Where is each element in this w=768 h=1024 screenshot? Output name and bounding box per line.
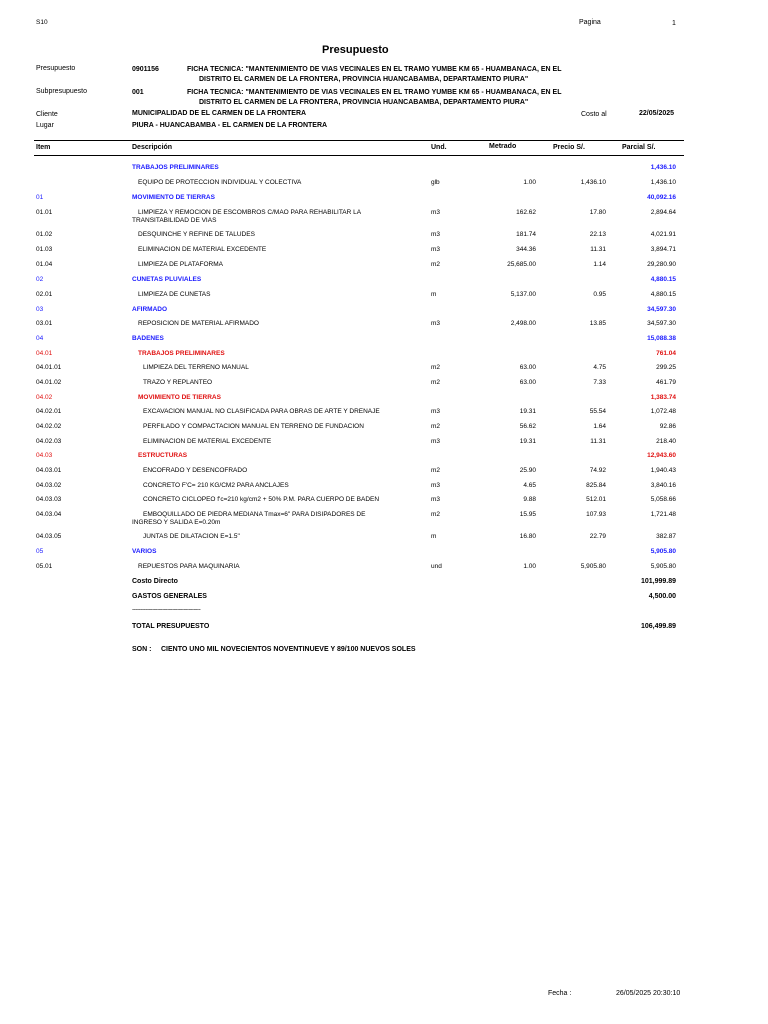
row-description: ELIMINACION DE MATERIAL EXCEDENTE xyxy=(143,438,272,445)
fecha-value: 26/05/2025 20:30:10 xyxy=(616,990,681,997)
lugar-label: Lugar xyxy=(36,122,54,129)
row-unit: m2 xyxy=(431,423,441,430)
row-parcial: 3,894.71 xyxy=(650,246,676,253)
gastos-generales-label: GASTOS GENERALES xyxy=(132,593,207,600)
row-precio: 1.14 xyxy=(593,261,606,268)
row-unit: m2 xyxy=(431,261,441,268)
row-precio: 107.93 xyxy=(586,511,606,518)
row-description: EQUIPO DE PROTECCION INDIVIDUAL Y COLECTIVA xyxy=(138,179,302,186)
row-parcial: 5,905.80 xyxy=(650,548,676,555)
row-description: CUNETAS PLUVIALES xyxy=(132,276,202,283)
row-parcial: 3,840.16 xyxy=(650,482,676,489)
row-parcial: 1,436.10 xyxy=(650,164,676,171)
row-unit: m3 xyxy=(431,246,441,253)
header-bottom-rule xyxy=(34,155,684,156)
row-description: AFIRMADO xyxy=(132,306,168,313)
row-item: 01.04 xyxy=(36,261,53,268)
row-precio: 22.79 xyxy=(589,533,606,540)
row-precio: 11.31 xyxy=(590,438,606,445)
row-unit: m3 xyxy=(431,496,441,503)
report-code: S10 xyxy=(36,19,48,26)
row-description: MOVIMIENTO DE TIERRAS xyxy=(138,394,221,401)
row-parcial: 29,280.90 xyxy=(647,261,676,268)
row-description-continued: INGRESO Y SALIDA E=0.20m xyxy=(132,519,221,526)
row-unit: glb xyxy=(431,179,440,186)
row-unit: m2 xyxy=(431,364,441,371)
row-description: JUNTAS DE DILATACION E=1.5" xyxy=(143,533,240,540)
row-description: CONCRETO F'C= 210 KG/CM2 PARA ANCLAJES xyxy=(143,482,289,489)
row-parcial: 1,721.48 xyxy=(650,511,676,518)
col-precio: Precio S/. xyxy=(553,144,585,151)
row-parcial: 4,880.15 xyxy=(650,291,676,298)
page-number: 1 xyxy=(672,20,676,27)
presupuesto-label: Presupuesto xyxy=(36,65,76,72)
row-unit: m3 xyxy=(431,231,441,238)
row-description: LIMPIEZA Y REMOCION DE ESCOMBROS C/MAO PARA REHABILITAR LA xyxy=(138,209,362,216)
row-item: 03 xyxy=(36,306,44,313)
row-item: 04.01.01 xyxy=(36,364,62,371)
row-parcial: 1,383.74 xyxy=(650,394,676,401)
row-precio: 825.84 xyxy=(586,482,606,489)
row-parcial: 5,905.80 xyxy=(650,563,676,570)
row-metrado: 2,498.00 xyxy=(510,320,536,327)
row-metrado: 19.31 xyxy=(519,408,536,415)
row-item: 04.02 xyxy=(36,394,53,401)
gastos-generales-value: 4,500.00 xyxy=(648,593,676,600)
row-item: 04 xyxy=(36,335,44,342)
row-description: DESQUINCHE Y REFINE DE TALUDES xyxy=(138,231,255,238)
row-item: 05.01 xyxy=(36,563,53,570)
row-unit: m2 xyxy=(431,467,441,474)
row-metrado: 25.90 xyxy=(519,467,536,474)
row-parcial: 382.87 xyxy=(656,533,676,540)
row-metrado: 1.00 xyxy=(523,179,536,186)
row-item: 04.02.02 xyxy=(36,423,62,430)
row-metrado: 5,137.00 xyxy=(510,291,536,298)
row-metrado: 63.00 xyxy=(519,379,536,386)
row-item: 04.03.02 xyxy=(36,482,62,489)
row-item: 04.01.02 xyxy=(36,379,62,386)
row-description: ELIMINACION DE MATERIAL EXCEDENTE xyxy=(138,246,267,253)
total-presupuesto-value: 106,499.89 xyxy=(640,623,676,630)
row-item: 04.03.05 xyxy=(36,533,62,540)
total-presupuesto-label: TOTAL PRESUPUESTO xyxy=(132,623,210,630)
row-metrado: 1.00 xyxy=(523,563,536,570)
row-metrado: 16.80 xyxy=(519,533,536,540)
row-item: 04.03 xyxy=(36,452,53,459)
row-precio: 512.01 xyxy=(586,496,606,503)
row-precio: 1,436.10 xyxy=(580,179,606,186)
row-parcial: 15,088.38 xyxy=(647,335,676,342)
row-description: VARIOS xyxy=(132,548,157,555)
row-item: 04.02.01 xyxy=(36,408,62,415)
costo-al-label: Costo al xyxy=(581,111,607,118)
costo-directo-label: Costo Directo xyxy=(132,578,178,585)
row-description: TRABAJOS PRELIMINARES xyxy=(132,164,219,171)
row-unit: m3 xyxy=(431,320,441,327)
son-label: SON : xyxy=(132,646,152,653)
row-description: REPOSICION DE MATERIAL AFIRMADO xyxy=(138,320,259,327)
row-item: 01 xyxy=(36,194,44,201)
row-metrado: 25,685.00 xyxy=(507,261,536,268)
row-parcial: 34,597.30 xyxy=(647,306,676,313)
cliente-label: Cliente xyxy=(36,111,58,118)
subpresupuesto-desc-2: DISTRITO EL CARMEN DE LA FRONTERA, PROVINCIA HUANCABAMBA, DEPARTAMENTO PIURA" xyxy=(199,99,529,106)
col-item: Item xyxy=(36,144,51,151)
row-parcial: 461.79 xyxy=(656,379,676,386)
row-parcial: 761.04 xyxy=(656,350,676,357)
row-description: EMBOQUILLADO DE PIEDRA MEDIANA Tmax=6" PARA DISIPADORES DE xyxy=(143,511,366,518)
row-description: BADENES xyxy=(132,335,164,342)
row-unit: m xyxy=(431,533,437,540)
row-metrado: 15.95 xyxy=(519,511,536,518)
row-unit: m2 xyxy=(431,379,441,386)
son-text: CIENTO UNO MIL NOVECIENTOS NOVENTINUEVE Y 89/100 NUEVOS SOLES xyxy=(161,646,416,653)
row-unit: m3 xyxy=(431,408,441,415)
row-metrado: 4.65 xyxy=(523,482,536,489)
row-description: LIMPIEZA DEL TERRENO MANUAL xyxy=(143,364,249,371)
row-description: TRABAJOS PRELIMINARES xyxy=(138,350,225,357)
col-parcial: Parcial S/. xyxy=(622,144,656,151)
row-metrado: 344.36 xyxy=(516,246,536,253)
row-unit: m3 xyxy=(431,209,441,216)
row-precio: 22.13 xyxy=(589,231,606,238)
col-metrado: Metrado xyxy=(489,143,517,150)
row-parcial: 34,597.30 xyxy=(647,320,676,327)
row-parcial: 92.86 xyxy=(659,423,676,430)
row-item: 02.01 xyxy=(36,291,53,298)
cliente-value: MUNICIPALIDAD DE EL CARMEN DE LA FRONTERA xyxy=(132,110,307,117)
row-unit: m2 xyxy=(431,511,441,518)
col-und: Und. xyxy=(431,144,447,151)
lugar-value: PIURA - HUANCABAMBA - EL CARMEN DE LA FRONTERA xyxy=(132,122,328,129)
row-precio: 55.54 xyxy=(589,408,606,415)
row-unit: m3 xyxy=(431,438,441,445)
subpresupuesto-label: Subpresupuesto xyxy=(36,88,87,95)
row-item: 01.01 xyxy=(36,209,53,216)
row-item: 02 xyxy=(36,276,44,283)
row-precio: 7.33 xyxy=(593,379,606,386)
row-parcial: 4,021.91 xyxy=(650,231,676,238)
subpresupuesto-desc-1: FICHA TECNICA: "MANTENIMIENTO DE VIAS VECINALES EN EL TRAMO YUMBE KM 65 - HUAMBANACA, EN EL xyxy=(187,89,562,96)
row-metrado: 19.31 xyxy=(519,438,536,445)
page-label: Pagina xyxy=(579,19,601,26)
presupuesto-desc-1: FICHA TECNICA: "MANTENIMIENTO DE VIAS VECINALES EN EL TRAMO YUMBE KM 65 - HUAMBANACA, EN EL xyxy=(187,66,562,73)
row-unit: m xyxy=(431,291,437,298)
row-description: REPUESTOS PARA MAQUINARIA xyxy=(138,563,240,570)
row-metrado: 56.62 xyxy=(519,423,536,430)
row-precio: 17.80 xyxy=(589,209,606,216)
presupuesto-code: 0901156 xyxy=(132,66,159,73)
row-description: ESTRUCTURAS xyxy=(138,452,188,459)
row-description: LIMPIEZA DE PLATAFORMA xyxy=(138,261,223,268)
row-precio: 13.85 xyxy=(589,320,606,327)
row-item: 01.02 xyxy=(36,231,53,238)
row-metrado: 162.62 xyxy=(516,209,536,216)
fecha-label: Fecha : xyxy=(548,990,572,997)
row-item: 03.01 xyxy=(36,320,53,327)
row-item: 04.03.04 xyxy=(36,511,62,518)
row-item: 04.03.01 xyxy=(36,467,62,474)
totals-separator: ----------------------------------------- xyxy=(132,606,201,613)
document-title: Presupuesto xyxy=(322,44,389,56)
row-item: 04.02.03 xyxy=(36,438,62,445)
row-parcial: 40,092.16 xyxy=(647,194,676,201)
row-item: 05 xyxy=(36,548,44,555)
row-parcial: 4,880.15 xyxy=(650,276,676,283)
row-parcial: 299.25 xyxy=(656,364,676,371)
costo-al-value: 22/05/2025 xyxy=(639,110,675,117)
subpresupuesto-code: 001 xyxy=(132,89,144,96)
row-parcial: 1,072.48 xyxy=(650,408,676,415)
row-item: 04.03.03 xyxy=(36,496,62,503)
costo-directo-value: 101,999.89 xyxy=(640,578,676,585)
row-metrado: 181.74 xyxy=(516,231,536,238)
row-parcial: 2,894.64 xyxy=(650,209,676,216)
presupuesto-desc-2: DISTRITO EL CARMEN DE LA FRONTERA, PROVINCIA HUANCABAMBA, DEPARTAMENTO PIURA" xyxy=(199,76,529,83)
row-item: 01.03 xyxy=(36,246,53,253)
row-description: TRAZO Y REPLANTEO xyxy=(143,379,213,386)
row-metrado: 63.00 xyxy=(519,364,536,371)
row-parcial: 12,943.60 xyxy=(647,452,676,459)
row-parcial: 1,436.10 xyxy=(650,179,676,186)
row-precio: 5,905.80 xyxy=(580,563,606,570)
row-precio: 0.95 xyxy=(593,291,606,298)
row-description: MOVIMIENTO DE TIERRAS xyxy=(132,194,215,201)
row-item: 04.01 xyxy=(36,350,53,357)
row-description: LIMPIEZA DE CUNETAS xyxy=(138,291,211,298)
row-description: CONCRETO CICLOPEO f'c=210 kg/cm2 + 50% P.M. PARA CUERPO DE BADEN xyxy=(143,496,380,503)
row-parcial: 218.40 xyxy=(656,438,676,445)
row-description: PERFILADO Y COMPACTACION MANUAL EN TERRENO DE FUNDACION xyxy=(143,423,364,430)
col-descripcion: Descripción xyxy=(132,144,173,151)
row-description: ENCOFRADO Y DESENCOFRADO xyxy=(143,467,248,474)
row-precio: 74.92 xyxy=(589,467,606,474)
row-precio: 1.64 xyxy=(593,423,606,430)
header-top-rule xyxy=(34,140,684,141)
row-description-continued: TRANSITABILIDAD DE VIAS xyxy=(132,217,217,224)
row-metrado: 9.88 xyxy=(523,496,536,503)
row-precio: 4.75 xyxy=(593,364,606,371)
row-description: EXCAVACION MANUAL NO CLASIFICADA PARA OBRAS DE ARTE Y DRENAJE xyxy=(143,408,380,415)
row-parcial: 5,058.66 xyxy=(650,496,676,503)
row-unit: und xyxy=(431,563,442,570)
row-parcial: 1,940.43 xyxy=(650,467,676,474)
row-precio: 11.31 xyxy=(590,246,606,253)
row-unit: m3 xyxy=(431,482,441,489)
